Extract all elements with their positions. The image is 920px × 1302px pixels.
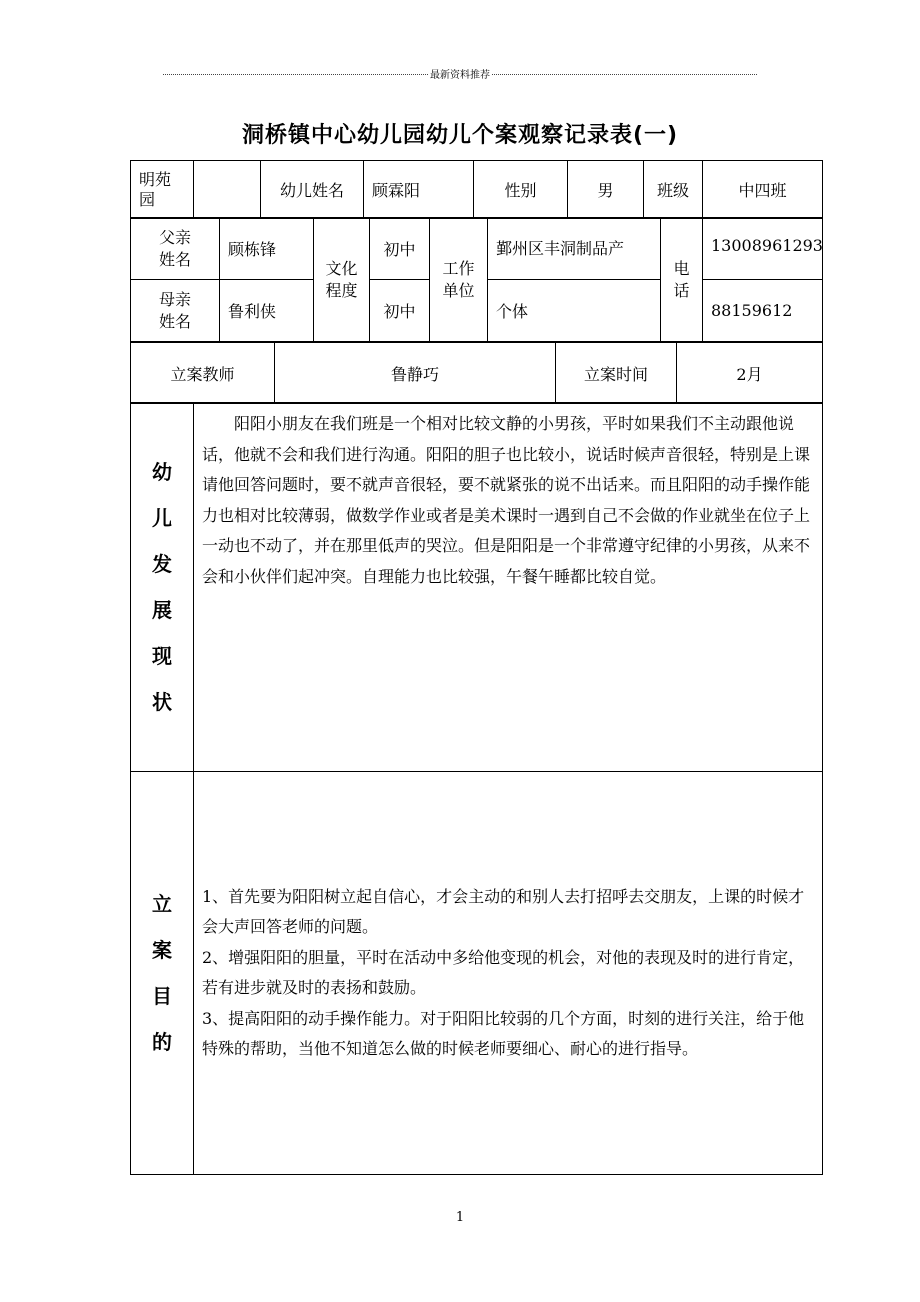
mother-work: 个体 [488, 280, 661, 342]
purpose-char: 目 [152, 984, 172, 1008]
development-char: 现 [152, 644, 172, 668]
teacher-label: 立案教师 [131, 343, 275, 404]
father-phone: 13008961293 [703, 218, 823, 280]
father-label: 父亲姓名 [131, 218, 220, 280]
header-dots-left [163, 74, 428, 75]
header-text: 最新资料推荐 [430, 69, 490, 81]
development-char: 展 [152, 598, 172, 622]
purpose-item: 2、增强阳阳的胆量，平时在活动中多给他变现的机会，对他的表现及时的进行肯定，若有进步就及时的表扬和鼓励。 [202, 947, 805, 997]
development-char: 发 [152, 552, 172, 576]
case-table [130, 342, 823, 404]
case-time: 2月 [677, 343, 823, 404]
class-label: 班级 [644, 161, 703, 219]
purpose-item: 1、首先要为阳阳树立起自信心，才会主动的和别人去打招呼去交朋友，上课的时候才会大声回答老师的问题。 [202, 886, 805, 936]
gender-value: 男 [568, 161, 644, 219]
class-value: 中四班 [703, 161, 823, 219]
phone-label: 电话 [661, 218, 703, 342]
education-label: 文化程度 [314, 218, 370, 342]
development-label [131, 403, 194, 772]
mother-name: 鲁利侠 [220, 280, 314, 342]
work-label: 工作单位 [430, 218, 488, 342]
father-education: 初中 [370, 218, 430, 280]
mother-label: 母亲姓名 [131, 280, 220, 342]
observation-table [130, 402, 823, 1175]
gender-label: 性别 [474, 161, 568, 219]
development-paragraph: 阳阳小朋友在我们班是一个相对比较文静的小男孩，平时如果我们不主动跟他说话，他就不会和我们进行沟通。阳阳的胆子也比较小，说话时候声音很轻，特别是上课请他回答问题时，要不就声音很轻，要不就紧张的说不出话来。而且阳阳的动手操作能力也相对比较薄弱，做数学作业或者是美术课时一遇到自己不会做的作业就坐在位子上一动也不动了，并在那里低声的哭泣。但是阳阳是一个非常遵守纪律的小男孩，从来不会和小伙伴们起冲突。自理能力也比较强，午餐午睡都比较自觉。 [202, 414, 811, 586]
purpose-label [131, 772, 194, 1175]
page-number: 1 [455, 1210, 465, 1225]
teacher-name: 鲁静巧 [275, 343, 556, 404]
parents-table [130, 217, 823, 342]
development-text [194, 403, 823, 772]
purpose-char: 立 [152, 892, 172, 916]
purpose-text [194, 772, 823, 1175]
child-name: 顾霖阳 [364, 161, 474, 219]
father-work: 鄞州区丰洞制品产 [488, 218, 661, 280]
page-title: 洞桥镇中心幼儿园幼儿个案观察记录表(一) [241, 123, 679, 148]
development-char: 幼 [152, 460, 172, 484]
child-name-label: 幼儿姓名 [261, 161, 364, 219]
purpose-char: 案 [152, 938, 172, 962]
time-label: 立案时间 [556, 343, 677, 404]
development-char: 儿 [152, 506, 172, 530]
running-header [163, 66, 757, 80]
purpose-item: 3、提高阳阳的动手操作能力。对于阳阳比较弱的几个方面，时刻的进行关注，给于他特殊的帮助，当他不知道怎么做的时候老师要细心、耐心的进行指导。 [202, 1008, 805, 1058]
father-name: 顾栋锋 [220, 218, 314, 280]
header-dots-right [492, 74, 757, 75]
purpose-char: 的 [152, 1030, 172, 1054]
development-char: 状 [152, 690, 172, 714]
basic-info-table [130, 160, 823, 219]
blank-cell [194, 161, 261, 219]
mother-phone: 88159612 [703, 280, 823, 342]
mother-education: 初中 [370, 280, 430, 342]
school-name: 明苑园 [131, 161, 194, 219]
